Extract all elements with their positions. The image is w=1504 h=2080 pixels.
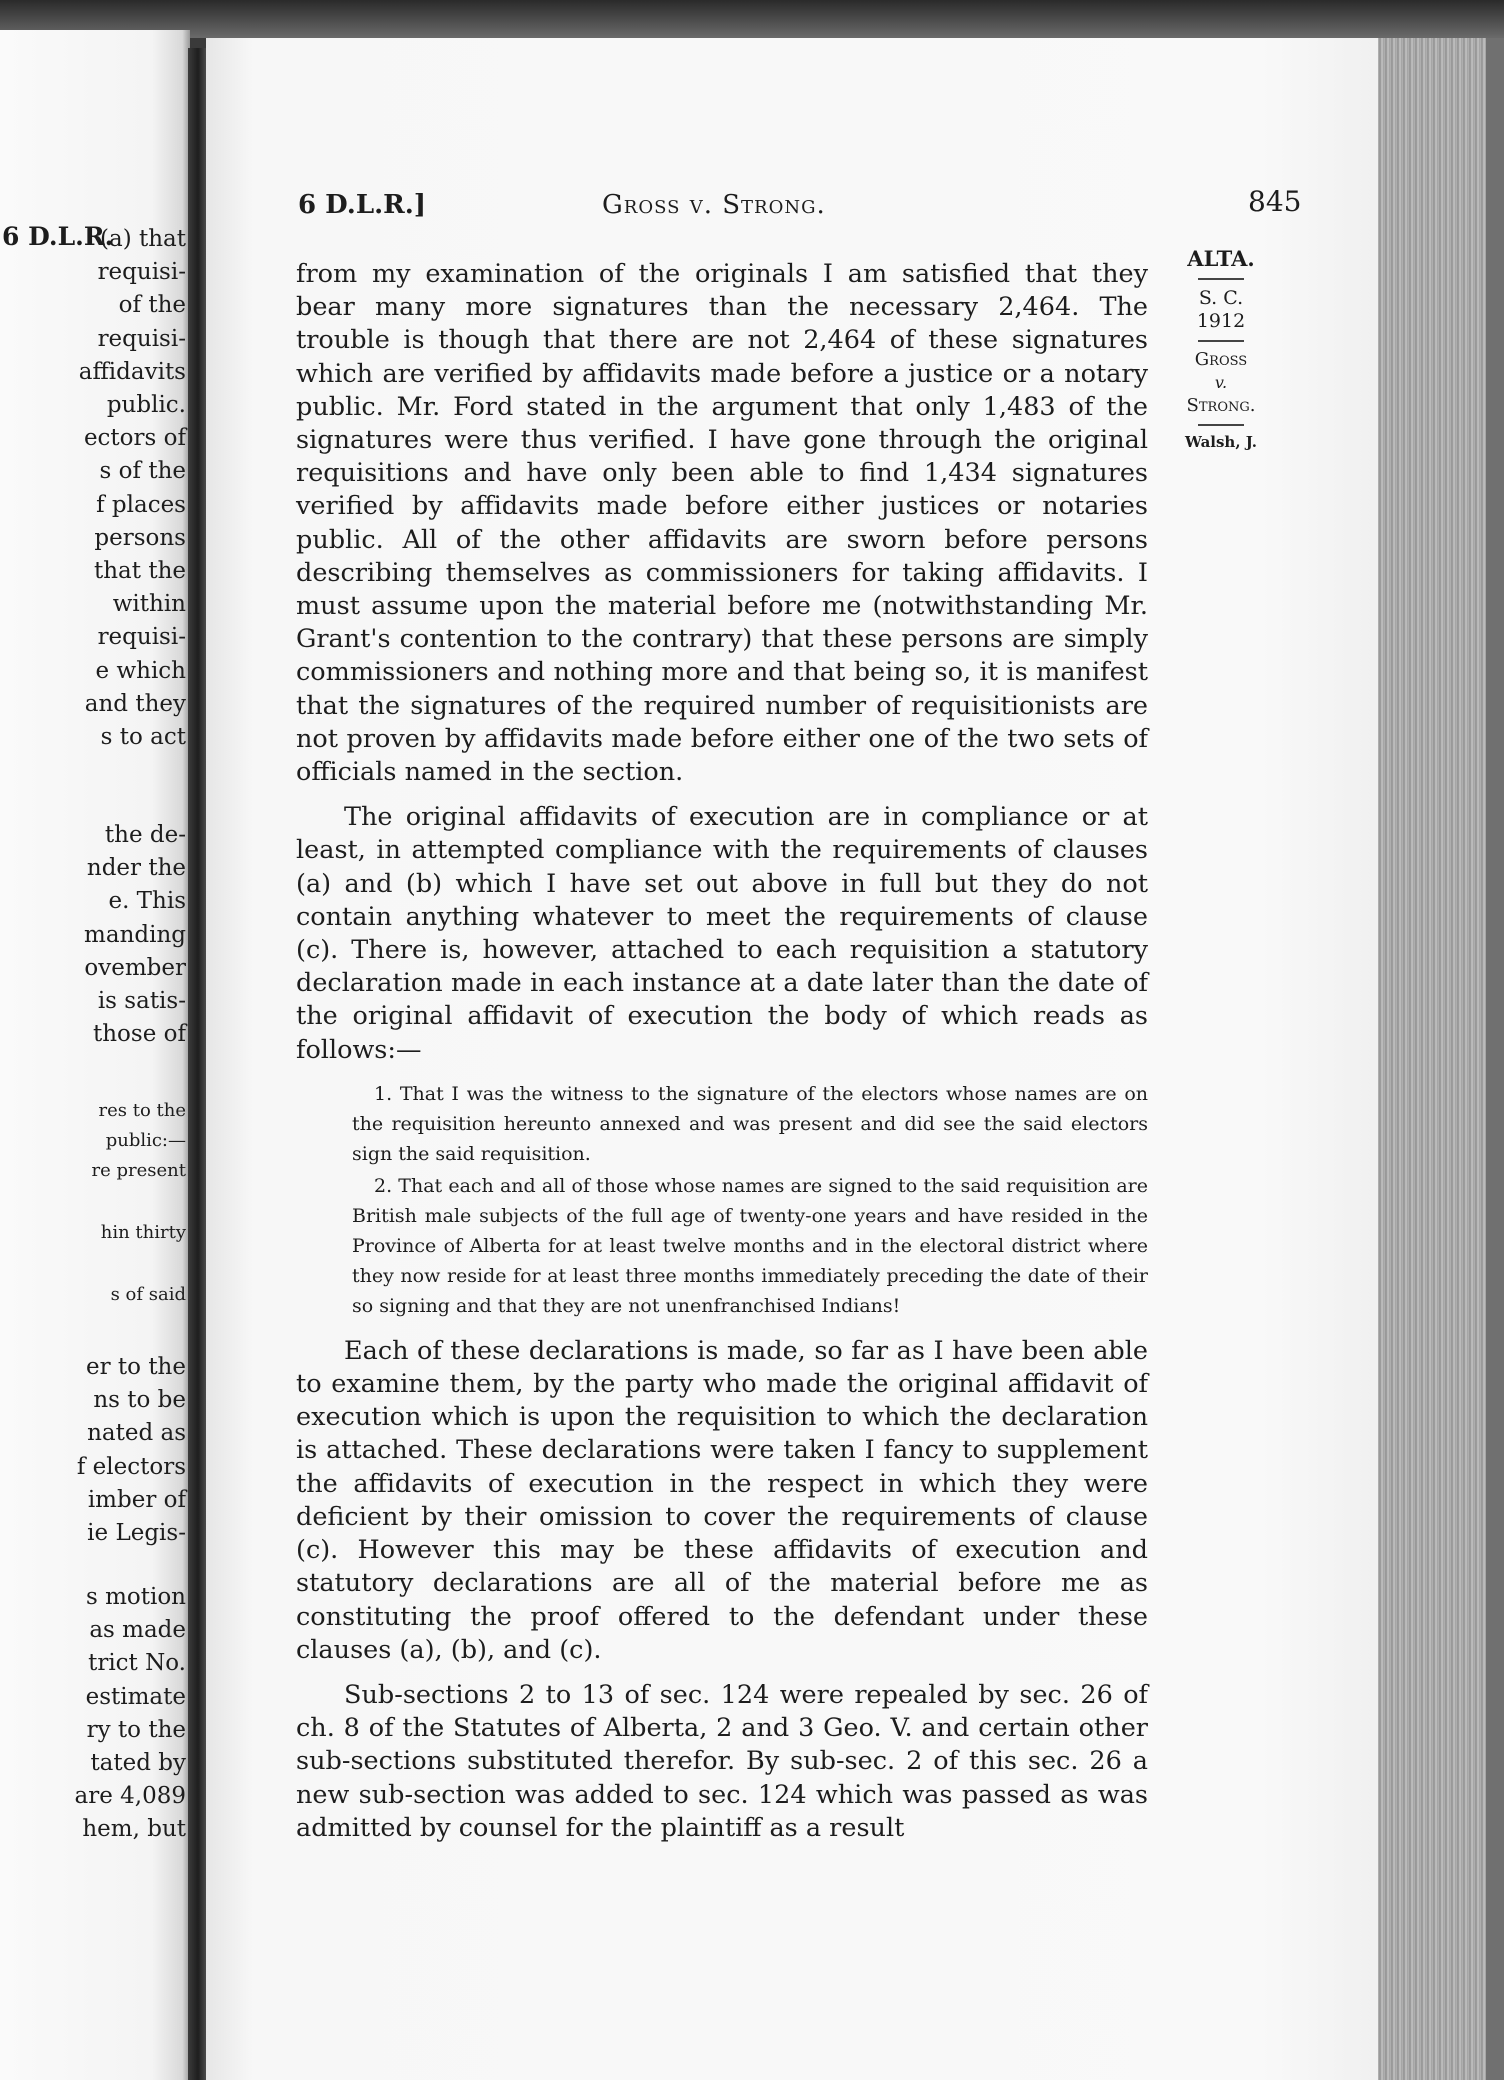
- margin-division: S. C.: [1198, 287, 1244, 309]
- margin-party2: Strong.: [1186, 395, 1256, 416]
- left-page-line: those of: [93, 1021, 186, 1048]
- paragraph-4: Sub-sections 2 to 13 of sec. 124 were repealed by sec. 26 of ch. 8 of the Statutes of Alberta, 2 and 3 Geo. V. and certain other sub-sections substituted therefor. By sub-sec. 2 of this sec. 26 a new sub-section was added to sec. 124 which was passed as was admitted by counsel for the plaintiff as a result: [296, 1679, 1148, 1843]
- left-page-line: imber of: [87, 1486, 186, 1513]
- left-page-line: nated as: [87, 1420, 186, 1447]
- running-header-volume: 6 D.L.R.]: [298, 190, 427, 220]
- facing-page-left: [0, 30, 190, 2080]
- left-page-line: estimate: [85, 1683, 186, 1710]
- left-page-line: e which: [95, 657, 186, 684]
- left-page-line: affidavits: [78, 358, 186, 385]
- left-page-line: (a) that: [100, 226, 186, 252]
- left-page-line: requisi-: [97, 325, 186, 352]
- left-page-line: is satis-: [97, 988, 186, 1014]
- left-page-line: trict No.: [88, 1650, 186, 1677]
- body-text: [296, 258, 1148, 1857]
- left-page-line: f places: [96, 491, 186, 518]
- left-page-line: persons: [94, 524, 186, 551]
- left-page-line: f electors: [76, 1453, 186, 1480]
- left-page-line: that the: [94, 558, 186, 584]
- left-page-line: ns to be: [93, 1387, 186, 1414]
- paragraph-1: from my examination of the originals I am satisfied that they bear many more signatures than the necessary 2,464. The trouble is though that there are not 2,464 of these signatures which are verified by affidavits made before a justice or a notary public. Mr. Ford stated in the argument that only 1,483 of the signatures were thus verified. I have gone through the original requisitions and have only been able to find 1,434 signatures verified by affidavits made before either justices or notaries public. All of the other affidavits are sworn before persons describing themselves as commissioners for taking affidavits. I must assume upon the material before me (notwithstanding Mr. Grant's contention to the contrary) that these persons are simply commissioners and nothing more and that being so, it is manifest that the signatures of the required number of requisitionists are not proven by affidavits made before either one of the two sets of officials named in the section.: [296, 259, 1148, 788]
- margin-party1: Gross: [1194, 349, 1248, 370]
- left-page-line: ry to the: [86, 1716, 186, 1743]
- paragraph-3: Each of these declarations is made, so far as I have been able to examine them, by the party who made the original affidavit of execution which is upon the requisition to which the declaration is attached. These declarations were taken I fancy to supplement the affidavits of execution in the respect in which they were deficient by their omission to cover the requirements of clause (c). However this may be these affidavits of execution and statutory declarations are all of the material before me as constituting the proof offered to the defendant under these clauses (a), (b), and (c).: [296, 1335, 1148, 1665]
- left-page-line: the de-: [104, 822, 186, 848]
- margin-rule: [1198, 278, 1244, 280]
- left-page-header: 6 D.L.R.: [2, 222, 114, 251]
- quoted-declaration: [296, 1079, 1148, 1321]
- left-page-line: within: [112, 591, 186, 618]
- left-page-line: of the: [118, 292, 186, 319]
- left-page-line: re present: [91, 1160, 186, 1181]
- left-page-line: e. This: [108, 888, 186, 915]
- left-page-line: s to act: [100, 724, 186, 750]
- left-page-line: and they: [84, 690, 186, 717]
- left-page-line: requisi-: [97, 259, 186, 286]
- left-page-line: manding: [84, 921, 186, 948]
- left-page-line: nder the: [86, 855, 186, 882]
- margin-judge: Walsh, J.: [1185, 433, 1257, 451]
- quote-item-1: 1. That I was the witness to the signature of the electors whose names are on the requisition hereunto annexed and was present and did see the said electors sign the said requisition.: [352, 1082, 1148, 1165]
- left-page-line: tated by: [90, 1750, 186, 1776]
- book-gutter: [188, 48, 208, 2080]
- paragraph-2: The original affidavits of execution are in compliance or at least, in attempted compliance with the requirements of clauses (a) and (b) which I have set out above in full but they do not contain anything whatever to meet the requirements of clause (c). There is, however, attached to each requisition a statutory declaration made in each instance at a date later than the date of the original affidavit of execution the body of which reads as follows:—: [296, 802, 1148, 1065]
- running-header-title: Gross v. Strong.: [602, 190, 826, 220]
- margin-versus: v.: [1214, 373, 1228, 392]
- left-page-line: ovember: [84, 954, 186, 981]
- page-number: 845: [1248, 185, 1302, 218]
- left-page-line: er to the: [86, 1354, 186, 1380]
- left-page-line: hem, but: [82, 1816, 186, 1843]
- left-page-line: requisi-: [97, 624, 186, 651]
- quote-item-2: 2. That each and all of those whose names are signed to the said requisition are British male subjects of the full age of twenty-one years and have resided in the Province of Alberta for at least twelve months and in the electoral district where they now reside for at least three months immediately preceding the date of their so signing and that they are not unenfranchised Indians!: [352, 1174, 1148, 1317]
- left-page-line: s motion: [85, 1584, 186, 1610]
- left-page-line: res to the: [98, 1100, 186, 1121]
- page-edges: [1378, 38, 1504, 2080]
- left-page-line: are 4,089: [74, 1783, 186, 1810]
- left-page-line: ie Legis-: [87, 1520, 186, 1546]
- left-page-line: public:—: [105, 1130, 186, 1151]
- margin-note: [1178, 248, 1264, 450]
- left-page-line: as made: [89, 1617, 186, 1644]
- left-page-line: hin thirty: [100, 1222, 186, 1243]
- left-page-line: public.: [106, 392, 186, 418]
- margin-rule: [1198, 340, 1244, 342]
- margin-year: 1912: [1196, 310, 1246, 332]
- left-page-line: s of the: [99, 458, 186, 485]
- left-page-line: s of said: [110, 1284, 186, 1305]
- left-page-line: ectors of: [83, 425, 186, 452]
- top-shadow: [0, 0, 1504, 38]
- margin-rule: [1198, 424, 1244, 426]
- margin-court: ALTA.: [1187, 246, 1255, 271]
